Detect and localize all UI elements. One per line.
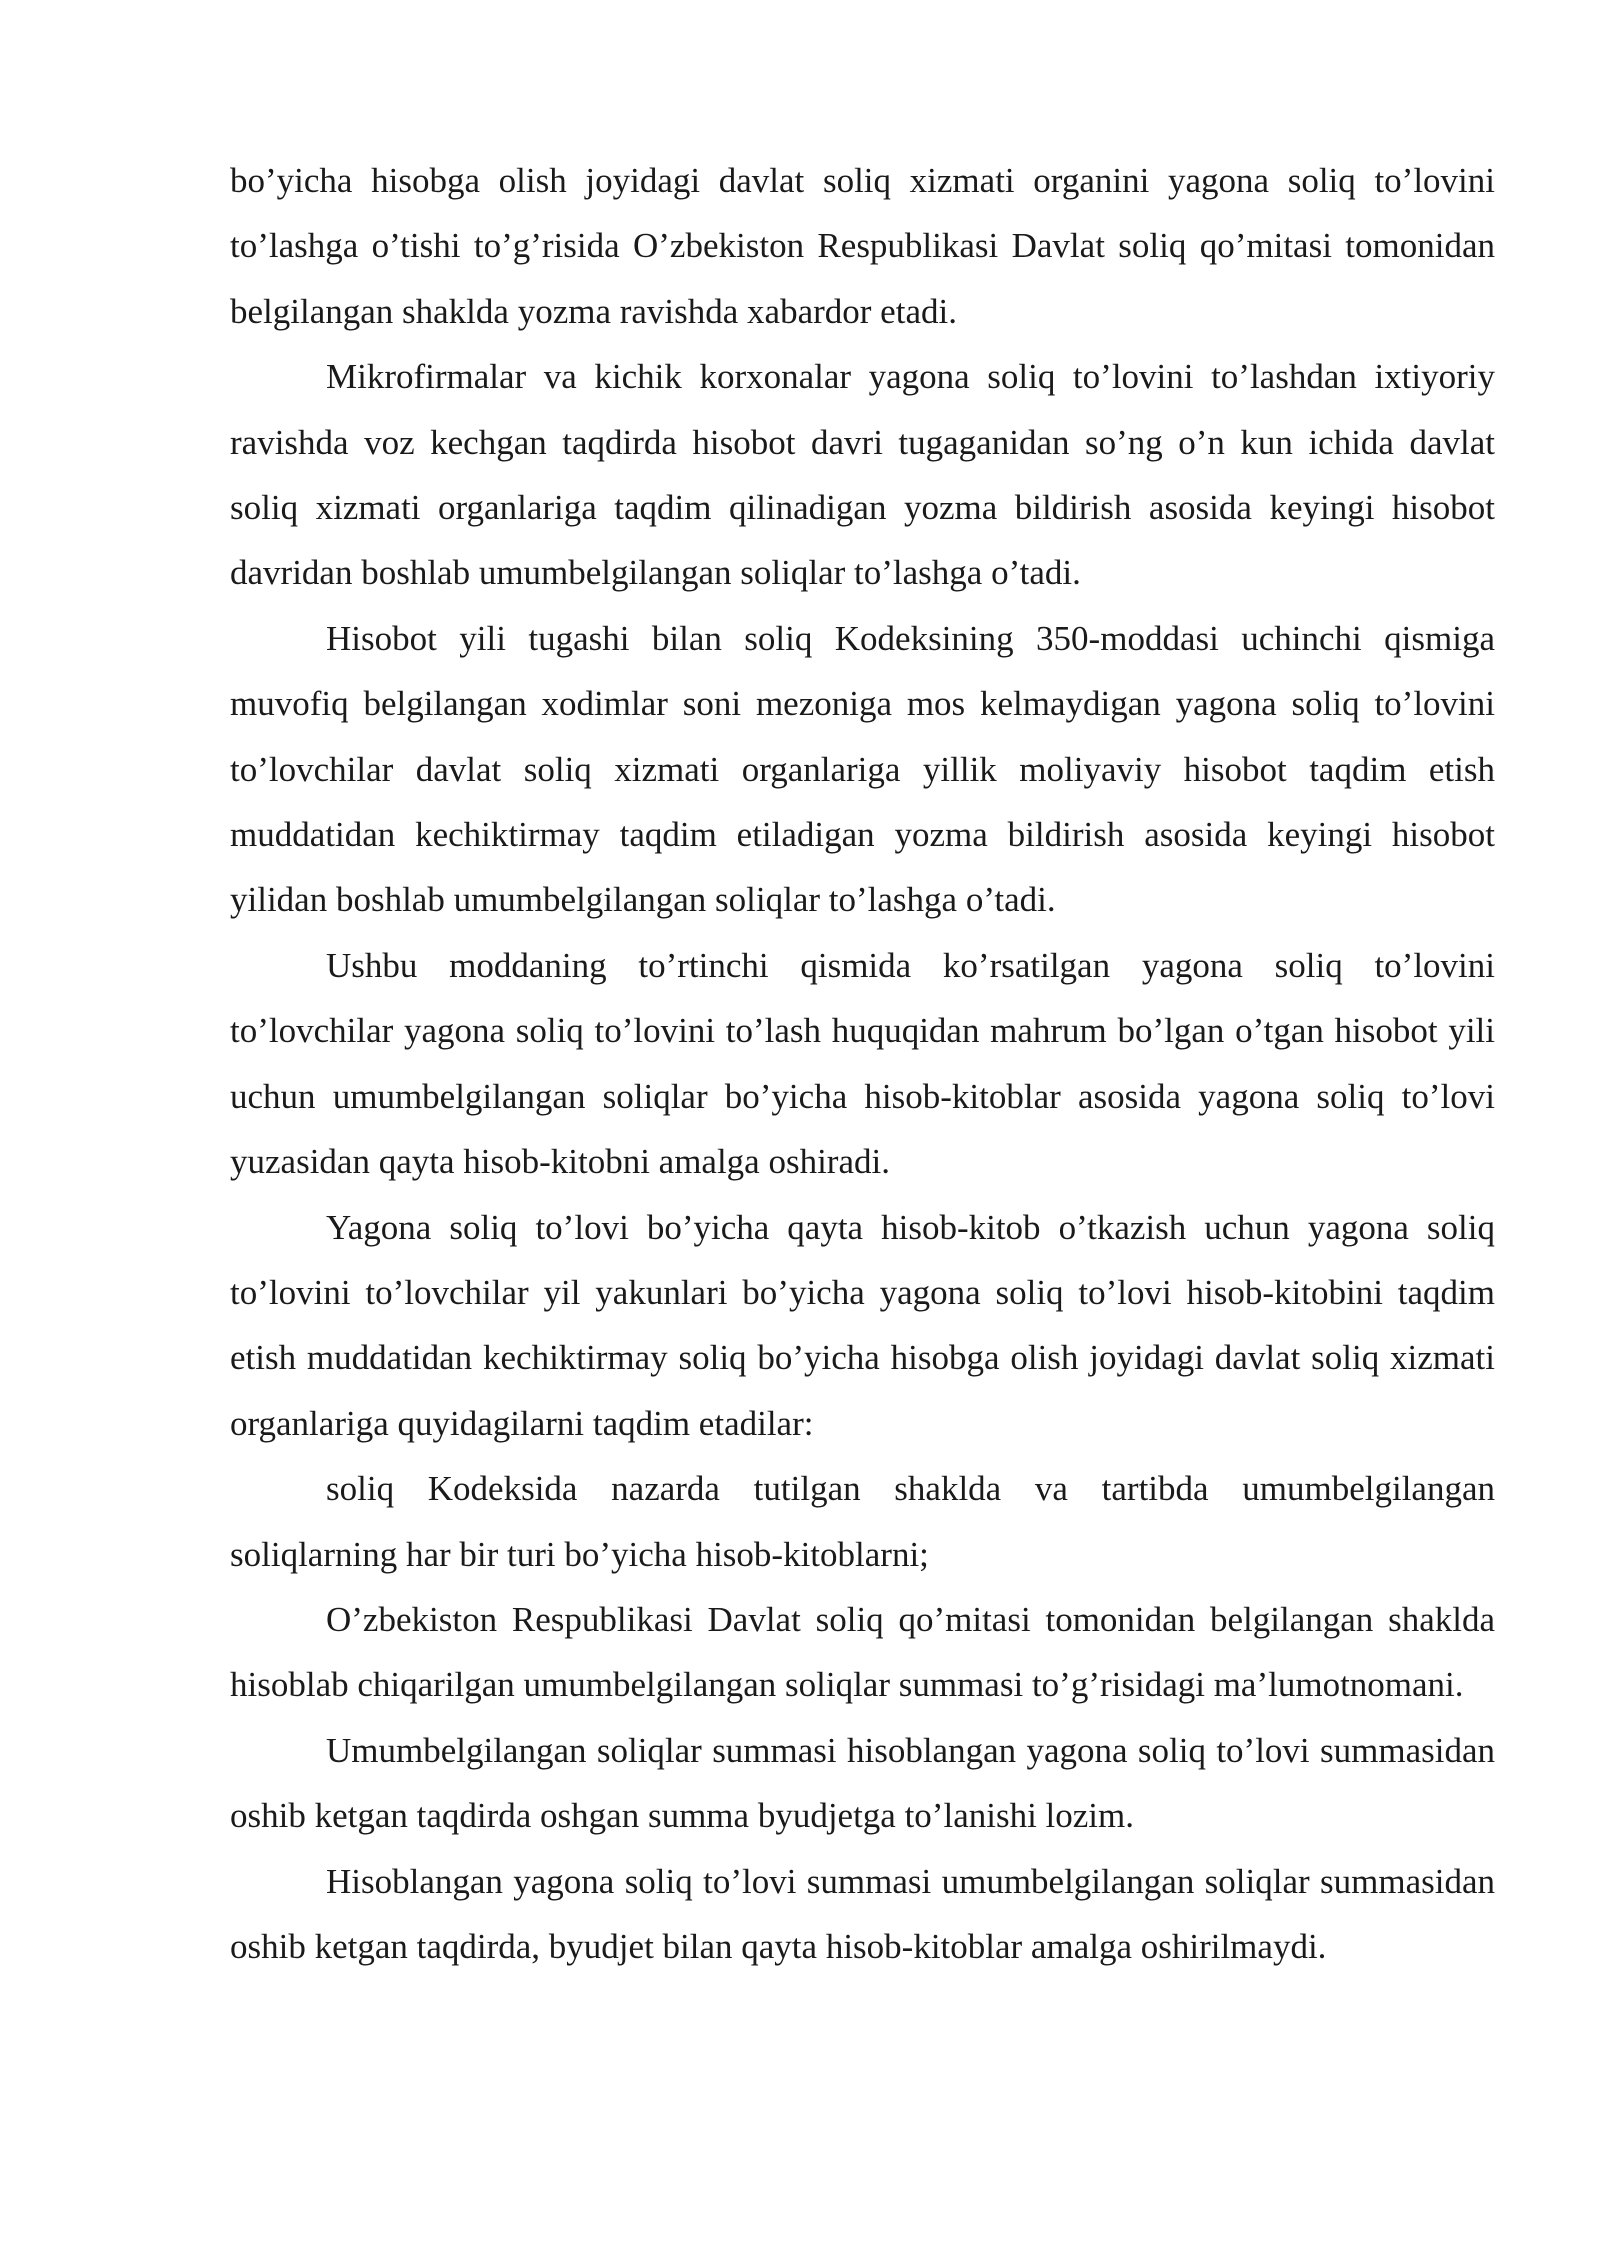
paragraph: Umumbelgilangan soliqlar summasi hisoblangan yagona soliq to’lovi summasidan oshib ketgan taqdirda oshgan summa byudjetga to’lanishi lozim. [230,1730,1495,1836]
paragraph: Ushbu moddaning to’rtinchi qismida ko’rsatilgan yagona soliq to’lovini to’lovchilar yagona soliq to’lovini to’lash huquqidan mahrum bo’lgan o’tgan hisobot yili uchun umumbelgilangan soliqlar bo’yicha hisob-kitoblar asosida yagona soliq to’lovi yuzasidan qayta hisob-kitobni amalga oshiradi. [230,945,1495,1182]
list-item: soliq Kodeksida nazarda tutilgan shaklda va tartibda umumbelgilangan soliqlarning har bir turi bo’yicha hisob-kitoblarni; [230,1469,1495,1574]
paragraph: Mikrofirmalar va kichik korxonalar yagona soliq to’lovini to’lashdan ixtiyoriy ravishda voz kechgan taqdirda hisobot davri tugaganidan so’ng o’n kun ichida davlat soliq xizmati organlariga taqdim qilinadigan yozma bildirish asosida keyingi hisobot davridan boshlab umumbelgilangan soliqlar to’lashga o’tadi. [230,357,1495,593]
paragraph-continuation: bo’yicha hisobga olish joyidagi davlat soliq xizmati organini yagona soliq to’lovini to’lashga o’tishi to’g’risida O’zbekiston Respublikasi Davlat soliq qo’mitasi tomonidan belgilangan shaklda yozma ravishda xabardor etadi. [230,161,1495,331]
paragraph: Hisobot yili tugashi bilan soliq Kodeksining 350-moddasi uchinchi qismiga muvofiq belgilangan xodimlar soni mezoniga mos kelmaydigan yagona soliq to’lovini to’lovchilar davlat soliq xizmati organlariga yillik moliyaviy hisobot taqdim etish muddatidan kechiktirmay taqdim etiladigan yozma bildirish asosida keyingi hisobot yilidan boshlab umumbelgilangan soliqlar to’lashga o’tadi. [230,618,1495,920]
paragraph: Yagona soliq to’lovi bo’yicha qayta hisob-kitob o’tkazish uchun yagona soliq to’lovini to’lovchilar yil yakunlari bo’yicha yagona soliq to’lovi hisob-kitobini taqdim etish muddatidan kechiktirmay soliq bo’yicha hisobga olish joyidagi davlat soliq xizmati organlariga quyidagilarni taqdim etadilar: [230,1207,1495,1443]
list-item: O’zbekiston Respublikasi Davlat soliq qo’mitasi tomonidan belgilangan shaklda hisoblab chiqarilgan umumbelgilangan soliqlar summasi to’g’risidagi ma’lumotnomani. [230,1599,1495,1705]
document-body [230,148,1495,1979]
paragraph: Hisoblangan yagona soliq to’lovi summasi umumbelgilangan soliqlar summasidan oshib ketgan taqdirda, byudjet bilan qayta hisob-kitoblar amalga oshirilmaydi. [230,1861,1495,1966]
